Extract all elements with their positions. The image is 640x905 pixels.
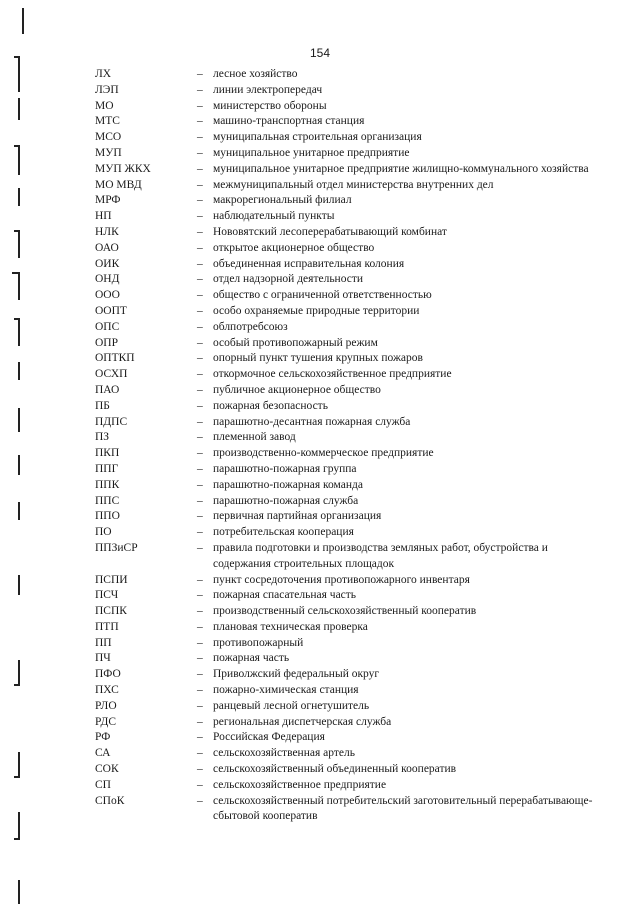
abbreviation-entry bbox=[95, 209, 595, 225]
entry-dash: – bbox=[197, 573, 203, 586]
abbreviation-term: РФ bbox=[95, 731, 111, 744]
abbreviation-entry bbox=[95, 525, 595, 541]
abbreviation-entry bbox=[95, 162, 595, 178]
abbreviation-definition: облпотребсоюз bbox=[213, 320, 288, 333]
abbreviation-definition: сельскохозяйственное предприятие bbox=[213, 778, 387, 791]
abbreviation-definition: муниципальная строительная организация bbox=[213, 131, 422, 144]
abbreviation-entry bbox=[95, 762, 595, 778]
abbreviation-definition: плановая техническая проверка bbox=[213, 620, 368, 633]
abbreviation-entry bbox=[95, 636, 595, 652]
abbreviation-definition: откормочное сельскохозяйственное предприятие bbox=[213, 368, 452, 381]
abbreviation-term: МТС bbox=[95, 115, 120, 128]
entry-dash: – bbox=[197, 273, 203, 286]
abbreviation-term: ПО bbox=[95, 526, 112, 539]
abbreviation-term: ОПТКП bbox=[95, 352, 135, 365]
abbreviation-entry bbox=[95, 446, 595, 462]
entry-dash: – bbox=[197, 747, 203, 760]
entry-dash: – bbox=[197, 494, 203, 507]
abbreviation-entry bbox=[95, 478, 595, 494]
abbreviation-definition: противопожарный bbox=[213, 636, 304, 649]
abbreviation-term: ПСПИ bbox=[95, 573, 128, 586]
entry-dash: – bbox=[197, 652, 203, 665]
abbreviation-term: ПАО bbox=[95, 383, 120, 396]
abbreviation-entry bbox=[95, 509, 595, 525]
abbreviation-definition: Российская Федерация bbox=[213, 731, 325, 744]
abbreviation-definition: лесное хозяйство bbox=[213, 68, 298, 80]
entry-dash: – bbox=[197, 794, 203, 807]
abbreviation-term: СПоК bbox=[95, 794, 125, 807]
entry-dash: – bbox=[197, 668, 203, 681]
abbreviation-definition: парашютно-пожарная команда bbox=[213, 478, 363, 491]
abbreviation-term: ПТП bbox=[95, 620, 119, 633]
entry-dash: – bbox=[197, 620, 203, 633]
abbreviation-definition: парашютно-пожарная группа bbox=[213, 462, 357, 475]
entry-dash: – bbox=[197, 478, 203, 491]
abbreviation-term: ПП bbox=[95, 636, 112, 649]
entry-dash: – bbox=[197, 320, 203, 333]
abbreviation-definition: министерство обороны bbox=[213, 99, 327, 112]
abbreviation-entry bbox=[95, 494, 595, 510]
entry-dash: – bbox=[197, 415, 203, 428]
entry-dash: – bbox=[197, 541, 203, 554]
abbreviation-definition: опорный пункт тушения крупных пожаров bbox=[213, 352, 423, 365]
entry-dash: – bbox=[197, 131, 203, 144]
abbreviation-definition: пожарно-химическая станция bbox=[213, 684, 359, 697]
abbreviation-term: ПСПК bbox=[95, 605, 127, 618]
abbreviation-term: ПСЧ bbox=[95, 589, 119, 602]
abbreviation-entry bbox=[95, 178, 595, 194]
abbreviation-term: МУП ЖКХ bbox=[95, 162, 151, 175]
abbreviation-definition: сельскохозяйственная артель bbox=[213, 747, 355, 760]
abbreviation-definition: пожарная безопасность bbox=[213, 399, 328, 412]
abbreviation-entry bbox=[95, 99, 595, 115]
entry-dash: – bbox=[197, 526, 203, 539]
entry-dash: – bbox=[197, 99, 203, 112]
entry-dash: – bbox=[197, 210, 203, 223]
abbreviation-term: СА bbox=[95, 747, 111, 760]
abbreviation-entry bbox=[95, 620, 595, 636]
abbreviation-entry bbox=[95, 241, 595, 257]
abbreviation-definition: отдел надзорной деятельности bbox=[213, 273, 364, 286]
entry-dash: – bbox=[197, 115, 203, 128]
abbreviation-term: ПФО bbox=[95, 668, 121, 681]
abbreviation-entry bbox=[95, 604, 595, 620]
abbreviation-definition: племенной завод bbox=[213, 431, 296, 444]
entry-dash: – bbox=[197, 462, 203, 475]
abbreviation-definition: машино-транспортная станция bbox=[213, 115, 365, 128]
abbreviation-definition: ранцевый лесной огнетушитель bbox=[213, 699, 370, 712]
abbreviation-term: ПХС bbox=[95, 684, 119, 697]
abbreviation-term: ОАО bbox=[95, 241, 119, 254]
abbreviation-entry bbox=[95, 193, 595, 209]
abbreviation-entry bbox=[95, 83, 595, 99]
abbreviation-definition: первичная партийная организация bbox=[213, 510, 382, 523]
entry-dash: – bbox=[197, 399, 203, 412]
entry-dash: – bbox=[197, 715, 203, 728]
abbreviation-definition: публичное акционерное общество bbox=[213, 383, 381, 396]
abbreviation-term: ПБ bbox=[95, 399, 110, 412]
abbreviation-entry bbox=[95, 541, 595, 573]
abbreviation-definition: производственный сельскохозяйственный кооператив bbox=[213, 605, 477, 618]
abbreviation-term: ОИК bbox=[95, 257, 120, 270]
abbreviation-entry bbox=[95, 383, 595, 399]
abbreviation-entry bbox=[95, 667, 595, 683]
abbreviation-definition: муниципальное унитарное предприятие bbox=[213, 146, 410, 159]
abbreviation-term: ППГ bbox=[95, 462, 119, 475]
entry-dash: – bbox=[197, 146, 203, 159]
abbreviation-term: ООПТ bbox=[95, 304, 127, 317]
abbreviation-definition: региональная диспетчерская служба bbox=[213, 715, 392, 728]
abbreviation-entry bbox=[95, 462, 595, 478]
abbreviation-term: ЛЭП bbox=[95, 83, 119, 96]
abbreviation-definition: пожарная часть bbox=[213, 652, 290, 665]
abbreviation-entry bbox=[95, 146, 595, 162]
abbreviation-term: ПЧ bbox=[95, 652, 111, 665]
abbreviation-entry bbox=[95, 730, 595, 746]
abbreviation-entry bbox=[95, 715, 595, 731]
abbreviation-term: СП bbox=[95, 778, 111, 791]
abbreviation-entry bbox=[95, 573, 595, 589]
abbreviation-entry bbox=[95, 399, 595, 415]
entry-dash: – bbox=[197, 352, 203, 365]
abbreviation-entry bbox=[95, 367, 595, 383]
abbreviation-term: РДС bbox=[95, 715, 117, 728]
abbreviation-entry bbox=[95, 746, 595, 762]
entry-dash: – bbox=[197, 699, 203, 712]
entry-dash: – bbox=[197, 289, 203, 302]
entry-dash: – bbox=[197, 510, 203, 523]
entry-dash: – bbox=[197, 605, 203, 618]
abbreviation-term: РЛО bbox=[95, 699, 117, 712]
abbreviation-term: ОНД bbox=[95, 273, 120, 286]
abbreviation-term: ПЗ bbox=[95, 431, 110, 444]
entry-dash: – bbox=[197, 336, 203, 349]
entry-dash: – bbox=[197, 178, 203, 191]
abbreviation-entry bbox=[95, 114, 595, 130]
entry-dash: – bbox=[197, 589, 203, 602]
abbreviation-term: ПКП bbox=[95, 447, 120, 460]
abbreviation-definition: сельскохозяйственный потребительский заготовительный перерабатывающе-сбытовой кооператив bbox=[213, 794, 593, 823]
abbreviation-definition: линии электропередач bbox=[213, 83, 323, 96]
abbreviation-entry bbox=[95, 794, 595, 826]
abbreviation-entry bbox=[95, 683, 595, 699]
abbreviation-term: ПДПС bbox=[95, 415, 128, 428]
abbreviation-entry bbox=[95, 257, 595, 273]
abbreviation-term: НП bbox=[95, 210, 112, 223]
abbreviation-entry bbox=[95, 430, 595, 446]
abbreviation-entry bbox=[95, 415, 595, 431]
abbreviation-entry bbox=[95, 651, 595, 667]
abbreviation-entry bbox=[95, 67, 595, 83]
entry-dash: – bbox=[197, 383, 203, 396]
abbreviation-entry bbox=[95, 130, 595, 146]
abbreviation-definition: парашютно-десантная пожарная служба bbox=[213, 415, 411, 428]
abbreviation-entry bbox=[95, 699, 595, 715]
abbreviation-definition: сельскохозяйственный объединенный кооператив bbox=[213, 763, 457, 776]
entry-dash: – bbox=[197, 684, 203, 697]
entry-dash: – bbox=[197, 194, 203, 207]
abbreviation-definition: пункт сосредоточения противопожарного инвентаря bbox=[213, 573, 470, 586]
abbreviation-term: ОПС bbox=[95, 320, 120, 333]
entry-dash: – bbox=[197, 731, 203, 744]
abbreviation-term: ООО bbox=[95, 289, 120, 302]
abbreviation-term: МО МВД bbox=[95, 178, 142, 191]
abbreviation-entry bbox=[95, 288, 595, 304]
abbreviation-entry bbox=[95, 336, 595, 352]
abbreviation-definition: межмуниципальный отдел министерства внутренних дел bbox=[213, 178, 494, 191]
entry-dash: – bbox=[197, 431, 203, 444]
entry-dash: – bbox=[197, 225, 203, 238]
abbreviation-term: ОСХП bbox=[95, 368, 128, 381]
abbreviation-definition: особо охраняемые природные территории bbox=[213, 304, 420, 317]
abbreviation-entry bbox=[95, 225, 595, 241]
entry-dash: – bbox=[197, 636, 203, 649]
abbreviation-definition: открытое акционерное общество bbox=[213, 241, 375, 254]
binder-marks bbox=[0, 0, 40, 905]
abbreviation-entry bbox=[95, 588, 595, 604]
abbreviation-entry bbox=[95, 320, 595, 336]
abbreviation-definition: правила подготовки и производства земляных работ, обустройства и содержания строительных площадок bbox=[213, 541, 548, 570]
abbreviation-term: НЛК bbox=[95, 225, 119, 238]
abbreviation-term: ЛХ bbox=[95, 68, 112, 80]
entry-dash: – bbox=[197, 763, 203, 776]
abbreviation-definition: муниципальное унитарное предприятие жилищно-коммунального хозяйства bbox=[213, 162, 589, 175]
abbreviation-definition: особый противопожарный режим bbox=[213, 336, 378, 349]
abbreviation-definition: пожарная спасательная часть bbox=[213, 589, 357, 602]
abbreviation-entry bbox=[95, 304, 595, 320]
abbreviation-definition: потребительская кооперация bbox=[213, 526, 354, 539]
abbreviation-entry bbox=[95, 351, 595, 367]
abbreviation-term: СОК bbox=[95, 763, 119, 776]
abbreviation-definition: Приволжский федеральный округ bbox=[213, 668, 380, 681]
abbreviation-definition: Нововятский лесоперерабатывающий комбинат bbox=[213, 225, 447, 238]
entry-dash: – bbox=[197, 241, 203, 254]
abbreviation-entry bbox=[95, 778, 595, 794]
entry-dash: – bbox=[197, 778, 203, 791]
entry-dash: – bbox=[197, 368, 203, 381]
abbreviation-entry bbox=[95, 272, 595, 288]
page-number: 154 bbox=[309, 46, 331, 60]
abbreviation-term: ППК bbox=[95, 478, 120, 491]
entry-dash: – bbox=[197, 304, 203, 317]
entry-dash: – bbox=[197, 257, 203, 270]
abbreviation-term: ППС bbox=[95, 494, 120, 507]
abbreviation-definition: объединенная исправительная колония bbox=[213, 257, 405, 270]
abbreviation-term: МРФ bbox=[95, 194, 121, 207]
entry-dash: – bbox=[197, 83, 203, 96]
abbreviation-term: ОПР bbox=[95, 336, 119, 349]
abbreviation-definition: парашютно-пожарная служба bbox=[213, 494, 359, 507]
entry-dash: – bbox=[197, 162, 203, 175]
entry-dash: – bbox=[197, 68, 203, 80]
abbreviation-term: МУП bbox=[95, 146, 122, 159]
abbreviation-definition: наблюдательный пункты bbox=[213, 210, 335, 223]
abbreviation-definition: макрорегиональный филиал bbox=[213, 194, 352, 207]
abbreviation-term: МСО bbox=[95, 131, 122, 144]
abbreviation-list bbox=[95, 67, 595, 825]
abbreviation-term: ППЗиСР bbox=[95, 541, 138, 554]
abbreviation-term: МО bbox=[95, 99, 114, 112]
abbreviation-definition: общество с ограниченной ответственностью bbox=[213, 289, 432, 302]
abbreviation-definition: производственно-коммерческое предприятие bbox=[213, 447, 434, 460]
entry-dash: – bbox=[197, 447, 203, 460]
abbreviation-term: ППО bbox=[95, 510, 120, 523]
